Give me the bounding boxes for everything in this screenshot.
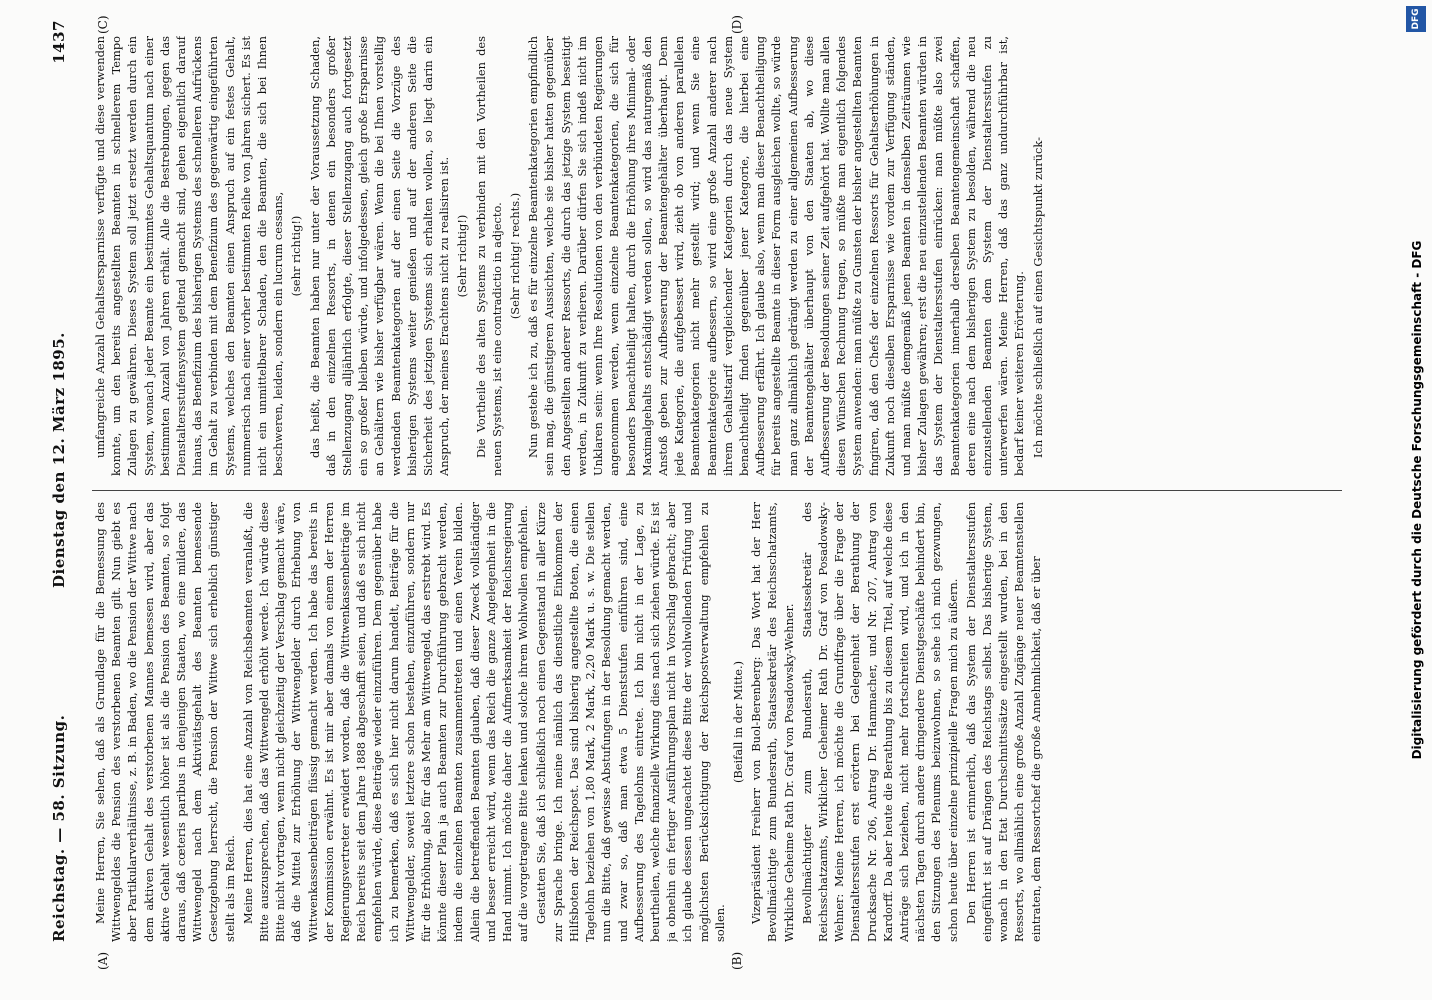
column-divider <box>92 490 1342 491</box>
running-header <box>46 20 74 960</box>
margin-marker-a: (A) <box>96 951 110 970</box>
margin-marker-d: (D) <box>730 15 744 34</box>
interjection: (Sehr richtig! rechts.) <box>508 192 523 320</box>
paragraph: Die Vortheile des alten Systems zu verbinden mit den Vortheilen des neuen Systems, ist eine contradictio in adjecto. <box>473 36 504 476</box>
paragraph: Meine Herren, dies hat eine Anzahl von Reichsbeamten veranlaßt, die Bitte auszusprechen, daß das Wittwengeld erhöht werde. Ich würde diese Bitte nicht vortragen, wenn nicht gleichzeitig der Verschlag gemacht wäre, daß die Mittel zur Erhöhung der Wittwengelder durch Erhebung von Wittwenkassenbeiträgen flüssig gemacht werden. Ich habe das bereits in der Kommission erwähnt. Es ist mir aber damals von einem der Herren Regierungsvertreter erwidert worden, daß die Wittwenkassenbeiträge im Reich bereits seit dem Jahre 1888 abgeschafft seien, und daß es sich nicht empfehlen würde, diese Beiträge wieder einzuführen. Dem gegenüber habe ich zu bemerken, daß es sich hier nicht darum handelt, Beiträge für die Wittwengelder, soweit letztere schon bestehen, einzuführen, sondern nur für die Erhöhung, also für das Mehr am Wittwengeld, das erstrebt wird. Es könnte dieser Plan ja auch Beamten zur Durchführung gebracht werden, indem die einzelnen Beamten zusammentreten und einen Verein bilden. Allein die betreffenden Beamten glauben, daß dieser Zweck vollständiger und besser erreicht wird, wenn das Reich die ganze Angelegenheit in die Hand nimmt. Ich möchte daher die Aufmerksamkeit der Reichsregierung auf die vorgetragene Bitte lenken und solche ihrem Wohlwollen empfehlen. <box>240 502 531 942</box>
paragraph: Meine Herren, Sie sehen, daß als Grundlage für die Bemessung des Wittwengeldes die Pension des verstorbenen Beamten gilt. Nun giebt es aber Partikularverhältnisse, z. B. in Baden, wo die Pension der Wittwe nach dem aktiven Gehalt des verstorbenen Mannes bemessen wird, aber das aktive Gehalt wesentlich höher ist als die Pension des Beamten, so folgt daraus, daß cœteris paribus in denjenigen Staaten, wo eine mildere, das Wittwengeld nach dem Aktivitätsgehalt des Beamten bemessende Gesetzgebung herrscht, die Pension der Wittwe sich erheblich günstiger stellt als im Reich. <box>93 502 237 942</box>
margin-marker-c: (C) <box>96 15 110 34</box>
paragraph: Bevollmächtigter zum Bundesrath, Staatssekretär des Reichsschatzamts, Wirklicher Geheimer Rath Dr. Graf von Posadowsky-Wehner: Meine Herren, ich möchte die Grundfrage über die Frage der Dienstaltersstufen erst erörtern bei Gelegenheit der Berathung der Drucksache Nr. 206, Antrag Dr. Hammacher, und Nr. 207, Antrag von Kardorff. Da aber heute die Berathung bis zu diesem Titel, auf welche diese Anträge sich beziehen, nicht mehr fortschreiten wird, und ich in den nächsten Tagen durch andere dringendere Dienstgeschäfte behindert bin, den Sitzungen des Plenums beizuwohnen, so sehe ich mich gezwungen, schon heute über einzelne prinzipielle Fragen mich zu äußern. <box>799 502 960 942</box>
paragraph: das heißt, die Beamten haben nur unter der Voraussetzung Schaden, daß in den einzelnen Ressorts, in denen ein besonders großer Stellenzugang alljährlich erfolgte, dieser Stellenzugang auch fortgesetzt ein so großer bleiben würde, und infolgedessen, gleich große Ersparnisse an Gehältern wie bisher verfügbar wären. Wenn die bei Ihnen vorstellig werdenden Beamtenkategorien auf der einen Seite die Vorzüge des bisherigen Systems weiter genießen und auf der anderen Seite die Sicherheit des jetzigen Systems sich erhalten wollen, so liegt darin ein Anspruch, der meines Erachtens nicht zu realisiren ist. <box>307 36 452 476</box>
header-left: Reichstag. — 58. Sitzung. <box>50 714 68 942</box>
applause-note: (Beifall in der Mitte.) <box>730 660 745 784</box>
dfg-logo: DFG <box>1406 6 1426 32</box>
funding-notice: Digitalisierung gefördert durch die Deutsche Forschungsgemeinschaft - DFG <box>1410 240 1424 760</box>
paragraph: Gestatten Sie, daß ich schließlich noch einen Gegenstand in aller Kürze zur Sprache bringe. Ich meine nämlich das dienstliche Einkommen der Hilfsboten der Reichspost. Das sind bisherig angestellte Boten, die einen Tagelohn beziehen von 1,80 Mark, 2 Mark, 2,20 Mark u. s. w. Die stellen nun die Bitte, daß gewisse Abstufungen in der Besoldung gemacht werden, und zwar so, daß man etwa 5 Dienststufen einführen sind, eine Aufbesserung des Tagelohns eintrete. Ich bin nicht in der Lage, zu beurtheilen, welche finanzielle Wirkung dies nach sich ziehen würde. Es ist ja obnehin ein fertiger Ausführungsplan nicht in Vorschlag gebracht; aber ich glaube dessen ungeachtet diese Bitte der wohlwollenden Prüfung und möglichsten Berücksichtigung der Reichspostverwaltung empfehlen zu sollen. <box>534 502 727 942</box>
interjection: (Sehr richtig!) <box>455 214 470 298</box>
paragraph: umfangreiche Anzahl Gehaltsersparnisse verfügte und diese verwenden konnte, um den bereits angestellten Beamten in schnellerem Tempo Zulagen zu gewähren. Dieses System soll jetzt ersetzt werden durch ein System, wonach jeder Beamte ein bestimmtes Gehaltsquantum nach einer bestimmten Anzahl von Jahren erhält. Alle die Bestrebungen, gegen das Dienstaltersstufensystem geltend gemacht sind, gehen eigentlich darauf hinaus, das Benefizium des bisherigen Systems des schnelleren Aufrückens im Gehalt zu verbinden mit dem Benefizium des gegenwärtig eingeführten Systems, welches den Beamten einen Anspruch auf ein festes Gehalt, nummerisch nach einer vorher bestimmten Reihe von Jahren sichert. Es ist nicht ein unmittelbarer Schaden, den die Beamten, die sich bei Ihnen beschweren, leiden, sondern ein lucrum cessans, <box>93 36 286 476</box>
text-column-left <box>92 502 1342 942</box>
digitization-footer <box>1392 0 1432 1000</box>
header-date: Dienstag den 12. März 1895. <box>50 332 68 588</box>
text-column-right <box>92 36 1342 476</box>
interjection: (sehr richtig!) <box>289 215 304 297</box>
margin-marker-b: (B) <box>730 951 744 970</box>
paragraph: Vizepräsident Freiherr von Buol-Berenberg: Das Wort hat der Herr Bevollmächtigte zum Bundesrath, Staatssekretär des Reichsschatzamts, Wirkliche Geheime Rath Dr. Graf von Posadowsky-Wehner. <box>749 502 796 942</box>
paragraph: Den Herren ist erinnerlich, daß das System der Dienstaltersstufen eingeführt ist auf Drängen des Reichstags selbst. Das bisherige System, wonach in den Etat Durchschnittssätze eingestellt wurden, bei in den Ressorts, wo allmählich eine große Anzahl Zugänge neuer Beamtenstellen eintraten, dem Ressortchef die große Annehmlichkeit, daß er über <box>963 502 1043 942</box>
paragraph: Ich möchte schließlich auf einen Gesichtspunkt zurück- <box>1030 137 1045 458</box>
page-number: 1437 <box>50 20 68 64</box>
paragraph: Nun gestehe ich zu, daß es für einzelne Beamtenkategorien empfindlich sein mag, die günstigeren Aussichten, welche sie bisher hatten gegenüber den Angestellten anderer Ressorts, die durch das jetzige System beseitigt werden, in Zukunft zu verlieren. Darüber dürfen Sie sich indeß nicht im Unklaren sein: wenn Ihre Resolutionen von den verbündeten Regierungen angenommen werden, wenn einzelne Beamtenkategorien, die sich für besonders benachtheiligt halten, durch die Erhöhung ihres Minimal- oder Maximalgehalts entschädigt werden sollen, so wird das naturgemäß den Anstoß geben zur Aufbesserung der Beamtengehälter überhaupt. Denn jede Kategorie, die aufgebessert wird, zieht ob von anderen parallelen Beamtenkategorien nicht mehr gestellt wird; und wenn Sie eine Beamtenkategorie aufbessern, so wird eine große Anzahl anderer nach ihrem Gehaltstarif vergleichender Kategorien durch das neue System benachtheiligt finden gegenüber jener Kategorie, die hierbei eine Aufbesserung erfährt. Ich glaube also, wenn man dieser Benachtheiligung für bereits angestellte Beamte in dieser Form ausgleichen wollte, so würde man ganz allmählich gedrängt werden zu einer allgemeinen Aufbesserung der Beamtengehälter überhaupt von den Staaten ab, wo diese Aufbesserung der Besoldungen seiner Zeit aufgehört hat. Wollte man allen diesen Wünschen Rechnung tragen, so müßte man eigentlich folgendes System anwenden: man müßte zu Gunsten der bisher angestellten Beamten fingiren, daß den Chefs der einzelnen Ressorts für Gehaltserhöhungen in Zukunft noch dieselben Ersparnisse wie vordem zur Verfügung ständen, und man müßte demgemäß jenen Beamten in denselben Zeiträumen wie bisher Zulagen gewähren; erst die neu einzustellenden Beamten würden in das System der Dienstaltersstufen einrücken: man müßte also zwei Beamtenkategorien innerhalb derselben Beamtengemeinschaft schaffen, deren eine nach dem bisherigen System zu besolden, während die neu einzustellenden Beamten dem System der Dienstaltersstufen zu unterwerfen wären. Meine Herren, daß das ganz undurchführbar ist, bedarf keiner weiteren Erörterung. <box>526 36 1027 476</box>
